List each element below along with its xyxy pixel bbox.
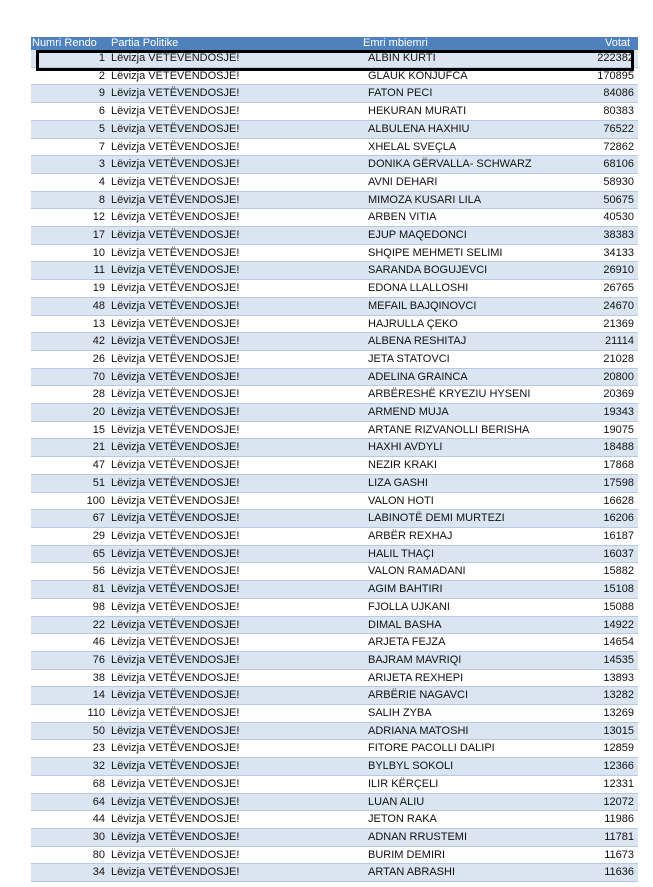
cell-party: Lëvizja VETËVENDOSJE! bbox=[108, 510, 360, 528]
cell-name: GLAUK KONJUFCA bbox=[360, 67, 565, 85]
cell-rendo: 6 bbox=[31, 103, 108, 121]
cell-votes: 20369 bbox=[565, 386, 638, 404]
cell-name: MIMOZA KUSARI LILA bbox=[360, 191, 565, 209]
cell-name: FATON PECI bbox=[360, 85, 565, 103]
cell-votes: 15108 bbox=[565, 581, 638, 599]
cell-votes: 18488 bbox=[565, 439, 638, 457]
cell-name: SARANDA BOGUJEVCI bbox=[360, 262, 565, 280]
cell-name: ARBËR REXHAJ bbox=[360, 527, 565, 545]
table-row bbox=[31, 244, 638, 262]
cell-votes: 50675 bbox=[565, 191, 638, 209]
cell-name: FITORE PACOLLI DALIPI bbox=[360, 740, 565, 758]
cell-party: Lëvizja VETËVENDOSJE! bbox=[108, 598, 360, 616]
cell-party: Lëvizja VETËVENDOSJE! bbox=[108, 297, 360, 315]
cell-party: Lëvizja VETËVENDOSJE! bbox=[108, 545, 360, 563]
cell-name: ADRIANA MATOSHI bbox=[360, 722, 565, 740]
cell-party: Lëvizja VETËVENDOSJE! bbox=[108, 705, 360, 723]
cell-name: ALBULENA HAXHIU bbox=[360, 120, 565, 138]
table-row bbox=[31, 651, 638, 669]
table-row bbox=[31, 350, 638, 368]
table-row bbox=[31, 775, 638, 793]
cell-votes: 58930 bbox=[565, 173, 638, 191]
cell-party: Lëvizja VETËVENDOSJE! bbox=[108, 227, 360, 245]
cell-votes: 16037 bbox=[565, 545, 638, 563]
cell-name: BAJRAM MAVRIQI bbox=[360, 651, 565, 669]
table-row bbox=[31, 138, 638, 156]
cell-party: Lëvizja VETËVENDOSJE! bbox=[108, 616, 360, 634]
cell-rendo: 22 bbox=[31, 616, 108, 634]
cell-name: AVNI DEHARI bbox=[360, 173, 565, 191]
cell-rendo: 47 bbox=[31, 457, 108, 475]
cell-party: Lëvizja VETËVENDOSJE! bbox=[108, 50, 360, 67]
cell-votes: 222382 bbox=[565, 50, 638, 67]
table-row bbox=[31, 103, 638, 121]
table-row bbox=[31, 227, 638, 245]
cell-name: ARMEND MUJA bbox=[360, 404, 565, 422]
cell-votes: 72862 bbox=[565, 138, 638, 156]
cell-rendo: 23 bbox=[31, 740, 108, 758]
cell-votes: 11781 bbox=[565, 828, 638, 846]
cell-name: VALON HOTI bbox=[360, 492, 565, 510]
cell-rendo: 56 bbox=[31, 563, 108, 581]
cell-votes: 17598 bbox=[565, 474, 638, 492]
cell-name: AGIM BAHTIRI bbox=[360, 581, 565, 599]
header-row bbox=[31, 37, 638, 50]
cell-name: ARJETA FEJZA bbox=[360, 634, 565, 652]
cell-rendo: 1 bbox=[31, 50, 108, 67]
cell-votes: 76522 bbox=[565, 120, 638, 138]
cell-party: Lëvizja VETËVENDOSJE! bbox=[108, 67, 360, 85]
cell-party: Lëvizja VETËVENDOSJE! bbox=[108, 864, 360, 882]
cell-party: Lëvizja VETËVENDOSJE! bbox=[108, 811, 360, 829]
cell-party: Lëvizja VETËVENDOSJE! bbox=[108, 651, 360, 669]
cell-party: Lëvizja VETËVENDOSJE! bbox=[108, 669, 360, 687]
cell-rendo: 17 bbox=[31, 227, 108, 245]
cell-votes: 21114 bbox=[565, 333, 638, 351]
cell-party: Lëvizja VETËVENDOSJE! bbox=[108, 439, 360, 457]
cell-rendo: 67 bbox=[31, 510, 108, 528]
cell-votes: 170895 bbox=[565, 67, 638, 85]
cell-votes: 38383 bbox=[565, 227, 638, 245]
cell-name: ILIR KËRÇELI bbox=[360, 775, 565, 793]
cell-party: Lëvizja VETËVENDOSJE! bbox=[108, 368, 360, 386]
cell-name: ARBËRIE NAGAVCI bbox=[360, 687, 565, 705]
cell-votes: 16206 bbox=[565, 510, 638, 528]
cell-name: FJOLLA UJKANI bbox=[360, 598, 565, 616]
cell-rendo: 7 bbox=[31, 138, 108, 156]
cell-rendo: 64 bbox=[31, 793, 108, 811]
cell-rendo: 48 bbox=[31, 297, 108, 315]
cell-party: Lëvizja VETËVENDOSJE! bbox=[108, 722, 360, 740]
cell-votes: 15882 bbox=[565, 563, 638, 581]
cell-votes: 12331 bbox=[565, 775, 638, 793]
cell-name: MEFAIL BAJQINOVCI bbox=[360, 297, 565, 315]
cell-party: Lëvizja VETËVENDOSJE! bbox=[108, 120, 360, 138]
table-row bbox=[31, 386, 638, 404]
cell-party: Lëvizja VETËVENDOSJE! bbox=[108, 315, 360, 333]
cell-votes: 21028 bbox=[565, 350, 638, 368]
cell-party: Lëvizja VETËVENDOSJE! bbox=[108, 404, 360, 422]
cell-rendo: 15 bbox=[31, 421, 108, 439]
cell-votes: 26765 bbox=[565, 280, 638, 298]
cell-party: Lëvizja VETËVENDOSJE! bbox=[108, 244, 360, 262]
cell-party: Lëvizja VETËVENDOSJE! bbox=[108, 687, 360, 705]
table-row bbox=[31, 67, 638, 85]
cell-party: Lëvizja VETËVENDOSJE! bbox=[108, 740, 360, 758]
cell-votes: 13015 bbox=[565, 722, 638, 740]
header-name: Emri mbiemri bbox=[360, 37, 565, 50]
cell-votes: 34133 bbox=[565, 244, 638, 262]
cell-party: Lëvizja VETËVENDOSJE! bbox=[108, 209, 360, 227]
cell-name: DIMAL BASHA bbox=[360, 616, 565, 634]
cell-party: Lëvizja VETËVENDOSJE! bbox=[108, 85, 360, 103]
cell-rendo: 30 bbox=[31, 828, 108, 846]
header-votes: Votat bbox=[565, 37, 638, 50]
cell-rendo: 32 bbox=[31, 758, 108, 776]
cell-party: Lëvizja VETËVENDOSJE! bbox=[108, 474, 360, 492]
cell-votes: 21369 bbox=[565, 315, 638, 333]
cell-name: ADNAN RRUSTEMI bbox=[360, 828, 565, 846]
cell-name: HALIL THAÇI bbox=[360, 545, 565, 563]
table-row bbox=[31, 828, 638, 846]
cell-rendo: 46 bbox=[31, 634, 108, 652]
cell-votes: 12859 bbox=[565, 740, 638, 758]
cell-rendo: 51 bbox=[31, 474, 108, 492]
table-row bbox=[31, 85, 638, 103]
table-row bbox=[31, 368, 638, 386]
cell-votes: 13893 bbox=[565, 669, 638, 687]
cell-party: Lëvizja VETËVENDOSJE! bbox=[108, 138, 360, 156]
cell-party: Lëvizja VETËVENDOSJE! bbox=[108, 156, 360, 174]
cell-party: Lëvizja VETËVENDOSJE! bbox=[108, 421, 360, 439]
table-row bbox=[31, 510, 638, 528]
results-table bbox=[31, 37, 638, 882]
cell-party: Lëvizja VETËVENDOSJE! bbox=[108, 828, 360, 846]
cell-party: Lëvizja VETËVENDOSJE! bbox=[108, 775, 360, 793]
cell-rendo: 13 bbox=[31, 315, 108, 333]
cell-rendo: 110 bbox=[31, 705, 108, 723]
table-row bbox=[31, 545, 638, 563]
cell-rendo: 28 bbox=[31, 386, 108, 404]
table-row bbox=[31, 722, 638, 740]
cell-rendo: 65 bbox=[31, 545, 108, 563]
cell-rendo: 100 bbox=[31, 492, 108, 510]
table-row bbox=[31, 457, 638, 475]
cell-votes: 16628 bbox=[565, 492, 638, 510]
cell-rendo: 8 bbox=[31, 191, 108, 209]
cell-rendo: 2 bbox=[31, 67, 108, 85]
cell-name: ALBENA RESHITAJ bbox=[360, 333, 565, 351]
cell-votes: 14654 bbox=[565, 634, 638, 652]
cell-name: ARIJETA REXHEPI bbox=[360, 669, 565, 687]
cell-rendo: 19 bbox=[31, 280, 108, 298]
table-row bbox=[31, 687, 638, 705]
cell-rendo: 44 bbox=[31, 811, 108, 829]
cell-rendo: 26 bbox=[31, 350, 108, 368]
cell-name: NEZIR KRAKI bbox=[360, 457, 565, 475]
cell-name: ARTAN ABRASHI bbox=[360, 864, 565, 882]
cell-votes: 11986 bbox=[565, 811, 638, 829]
header-party: Partia Politike bbox=[108, 37, 360, 50]
table-row bbox=[31, 209, 638, 227]
cell-name: HAXHI AVDYLI bbox=[360, 439, 565, 457]
table-row bbox=[31, 527, 638, 545]
cell-rendo: 81 bbox=[31, 581, 108, 599]
cell-name: XHELAL SVEÇLA bbox=[360, 138, 565, 156]
table-row bbox=[31, 598, 638, 616]
cell-name: BYLBYL SOKOLI bbox=[360, 758, 565, 776]
cell-party: Lëvizja VETËVENDOSJE! bbox=[108, 846, 360, 864]
cell-party: Lëvizja VETËVENDOSJE! bbox=[108, 173, 360, 191]
table-row bbox=[31, 634, 638, 652]
cell-rendo: 68 bbox=[31, 775, 108, 793]
cell-votes: 11673 bbox=[565, 846, 638, 864]
table-row bbox=[31, 421, 638, 439]
cell-party: Lëvizja VETËVENDOSJE! bbox=[108, 262, 360, 280]
cell-party: Lëvizja VETËVENDOSJE! bbox=[108, 386, 360, 404]
table-row bbox=[31, 120, 638, 138]
cell-rendo: 42 bbox=[31, 333, 108, 351]
table-row bbox=[31, 758, 638, 776]
cell-votes: 84086 bbox=[565, 85, 638, 103]
cell-votes: 17868 bbox=[565, 457, 638, 475]
table-row bbox=[31, 740, 638, 758]
cell-rendo: 38 bbox=[31, 669, 108, 687]
cell-name: ARTANE RIZVANOLLI BERISHA bbox=[360, 421, 565, 439]
cell-name: SALIH ZYBA bbox=[360, 705, 565, 723]
cell-name: ALBIN KURTI bbox=[360, 50, 565, 67]
cell-party: Lëvizja VETËVENDOSJE! bbox=[108, 581, 360, 599]
cell-name: EJUP MAQEDONCI bbox=[360, 227, 565, 245]
cell-name: JETON RAKA bbox=[360, 811, 565, 829]
table-row bbox=[31, 297, 638, 315]
cell-votes: 24670 bbox=[565, 297, 638, 315]
header-rendo: Numri Rendo bbox=[31, 37, 108, 50]
cell-rendo: 34 bbox=[31, 864, 108, 882]
cell-party: Lëvizja VETËVENDOSJE! bbox=[108, 333, 360, 351]
table-row bbox=[31, 581, 638, 599]
cell-party: Lëvizja VETËVENDOSJE! bbox=[108, 191, 360, 209]
cell-name: HEKURAN MURATI bbox=[360, 103, 565, 121]
cell-name: ARBËRESHË KRYEZIU HYSENI bbox=[360, 386, 565, 404]
cell-party: Lëvizja VETËVENDOSJE! bbox=[108, 280, 360, 298]
cell-rendo: 14 bbox=[31, 687, 108, 705]
cell-rendo: 70 bbox=[31, 368, 108, 386]
table-row bbox=[31, 705, 638, 723]
cell-rendo: 5 bbox=[31, 120, 108, 138]
table-row bbox=[31, 50, 638, 67]
cell-party: Lëvizja VETËVENDOSJE! bbox=[108, 563, 360, 581]
cell-votes: 12366 bbox=[565, 758, 638, 776]
cell-rendo: 12 bbox=[31, 209, 108, 227]
cell-name: ARBEN VITIA bbox=[360, 209, 565, 227]
cell-name: DONIKA GËRVALLA- SCHWARZ bbox=[360, 156, 565, 174]
cell-rendo: 98 bbox=[31, 598, 108, 616]
table-row bbox=[31, 492, 638, 510]
table-row bbox=[31, 262, 638, 280]
table-row bbox=[31, 156, 638, 174]
table-row bbox=[31, 439, 638, 457]
cell-votes: 19075 bbox=[565, 421, 638, 439]
cell-rendo: 3 bbox=[31, 156, 108, 174]
table-row bbox=[31, 280, 638, 298]
table-row bbox=[31, 793, 638, 811]
cell-name: BURIM DEMIRI bbox=[360, 846, 565, 864]
table-row bbox=[31, 669, 638, 687]
cell-party: Lëvizja VETËVENDOSJE! bbox=[108, 634, 360, 652]
cell-votes: 68106 bbox=[565, 156, 638, 174]
cell-party: Lëvizja VETËVENDOSJE! bbox=[108, 492, 360, 510]
cell-rendo: 50 bbox=[31, 722, 108, 740]
table-row bbox=[31, 191, 638, 209]
cell-party: Lëvizja VETËVENDOSJE! bbox=[108, 350, 360, 368]
table-row bbox=[31, 315, 638, 333]
table-row bbox=[31, 616, 638, 634]
table-row bbox=[31, 173, 638, 191]
cell-votes: 20800 bbox=[565, 368, 638, 386]
cell-party: Lëvizja VETËVENDOSJE! bbox=[108, 793, 360, 811]
cell-votes: 14535 bbox=[565, 651, 638, 669]
cell-name: VALON RAMADANI bbox=[360, 563, 565, 581]
cell-rendo: 76 bbox=[31, 651, 108, 669]
table-row bbox=[31, 563, 638, 581]
cell-rendo: 20 bbox=[31, 404, 108, 422]
table-row bbox=[31, 811, 638, 829]
cell-rendo: 11 bbox=[31, 262, 108, 280]
cell-name: HAJRULLA ÇEKO bbox=[360, 315, 565, 333]
cell-votes: 80383 bbox=[565, 103, 638, 121]
cell-rendo: 80 bbox=[31, 846, 108, 864]
cell-votes: 15088 bbox=[565, 598, 638, 616]
cell-votes: 13269 bbox=[565, 705, 638, 723]
cell-name: EDONA LLALLOSHI bbox=[360, 280, 565, 298]
cell-name: LUAN ALIU bbox=[360, 793, 565, 811]
cell-votes: 16187 bbox=[565, 527, 638, 545]
table-row bbox=[31, 404, 638, 422]
cell-party: Lëvizja VETËVENDOSJE! bbox=[108, 103, 360, 121]
cell-name: LABINOTË DEMI MURTEZI bbox=[360, 510, 565, 528]
table-row bbox=[31, 474, 638, 492]
table-row bbox=[31, 846, 638, 864]
table-row bbox=[31, 333, 638, 351]
cell-name: JETA STATOVCI bbox=[360, 350, 565, 368]
cell-rendo: 9 bbox=[31, 85, 108, 103]
cell-votes: 11636 bbox=[565, 864, 638, 882]
cell-name: LIZA GASHI bbox=[360, 474, 565, 492]
cell-votes: 40530 bbox=[565, 209, 638, 227]
cell-rendo: 10 bbox=[31, 244, 108, 262]
table-body bbox=[31, 50, 638, 882]
cell-party: Lëvizja VETËVENDOSJE! bbox=[108, 457, 360, 475]
cell-votes: 19343 bbox=[565, 404, 638, 422]
cell-votes: 26910 bbox=[565, 262, 638, 280]
cell-votes: 13282 bbox=[565, 687, 638, 705]
cell-rendo: 29 bbox=[31, 527, 108, 545]
cell-party: Lëvizja VETËVENDOSJE! bbox=[108, 527, 360, 545]
cell-votes: 14922 bbox=[565, 616, 638, 634]
table-row bbox=[31, 864, 638, 882]
cell-name: SHQIPE MEHMETI SELIMI bbox=[360, 244, 565, 262]
cell-votes: 12072 bbox=[565, 793, 638, 811]
cell-rendo: 4 bbox=[31, 173, 108, 191]
cell-name: ADELINA GRAINCA bbox=[360, 368, 565, 386]
cell-party: Lëvizja VETËVENDOSJE! bbox=[108, 758, 360, 776]
cell-rendo: 21 bbox=[31, 439, 108, 457]
